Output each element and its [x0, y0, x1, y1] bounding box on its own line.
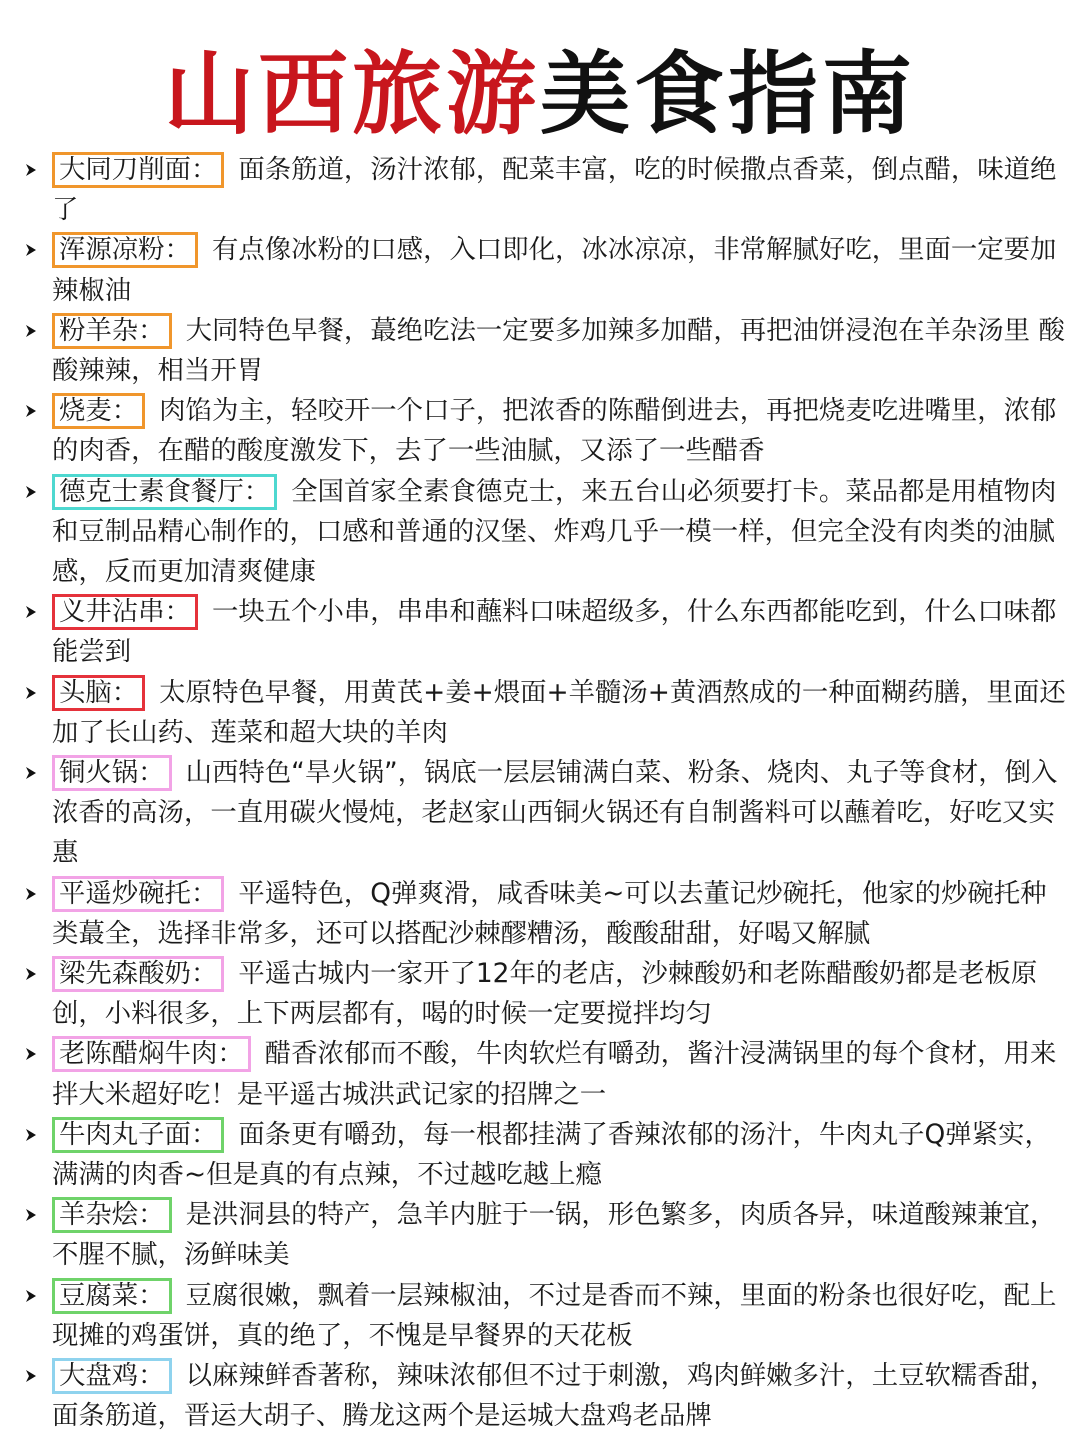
list-item — [20, 592, 1068, 672]
item-text — [52, 1356, 1068, 1436]
item-name-label: 头脑： — [52, 675, 145, 711]
item-description: 是洪洞县的特产，急羊内脏于一锅，形色繁多，肉质各异，味道酸辣兼宜，不腥不腻，汤鲜味美 — [52, 1199, 1057, 1271]
item-description: 大同特色早餐，蕞绝吃法一定要多加辣多加醋，再把油饼浸泡在羊杂汤里 酸酸辣辣，相当开胃 — [52, 314, 1065, 387]
bullet-arrow-icon — [22, 1044, 40, 1064]
item-text — [52, 472, 1068, 593]
bullet-arrow-icon — [22, 401, 40, 421]
bullet-arrow-icon — [22, 240, 40, 260]
item-text — [52, 391, 1068, 471]
item-text — [52, 592, 1068, 672]
list-item — [20, 874, 1068, 954]
list-item — [20, 311, 1068, 391]
item-name-label: 牛肉丸子面： — [52, 1117, 224, 1153]
item-name-label: 烧麦： — [52, 393, 145, 429]
list-item — [20, 1115, 1068, 1195]
item-description: 以麻辣鲜香著称，辣味浓郁但不过于刺激，鸡肉鲜嫩多汁，土豆软糯香甜，面条筋道，晋运大胡子、腾龙这两个是运城大盘鸡老品牌 — [52, 1360, 1057, 1432]
item-name-label: 老陈醋焖牛肉： — [52, 1036, 251, 1072]
item-name-label: 铜火锅： — [52, 755, 172, 791]
item-description: 一块五个小串，串串和蘸料口味超级多，什么东西都能吃到，什么口味都能尝到 — [52, 596, 1057, 668]
item-text — [52, 1195, 1068, 1275]
item-description: 面条更有嚼劲，每一根都挂满了香辣浓郁的汤汁，牛肉丸子Q弹紧实，满满的肉香~但是真的有点辣，不过越吃越上瘾 — [52, 1118, 1051, 1191]
item-text — [52, 311, 1068, 391]
item-description: 面条筋道，汤汁浓郁，配菜丰富，吃的时候撒点香菜，倒点醋，味道绝了 — [52, 154, 1057, 226]
item-name-label: 浑源凉粉： — [52, 232, 198, 268]
item-name-label: 粉羊杂： — [52, 313, 172, 349]
bullet-arrow-icon — [22, 763, 40, 783]
item-description: 醋香浓郁而不酸，牛肉软烂有嚼劲，酱汁浸满锅里的每个食材，用来拌大米超好吃！是平遥古城洪武记家的招牌之一 — [52, 1038, 1057, 1110]
item-description: 山西特色“旱火锅”，锅底一层层铺满白菜、粉条、烧肉、丸子等食材，倒入浓香的高汤，一直用碳火慢炖，老赵家山西铜火锅还有自制酱料可以蘸着吃，好吃又实惠 — [52, 757, 1058, 869]
food-list — [20, 150, 1068, 1437]
title-part-red: 山西旅游 — [164, 41, 540, 147]
list-item — [20, 1276, 1068, 1356]
list-item — [20, 150, 1068, 230]
list-item — [20, 1034, 1068, 1114]
item-text — [52, 230, 1068, 310]
bullet-arrow-icon — [22, 683, 40, 703]
item-text — [52, 1034, 1068, 1114]
bullet-arrow-icon — [22, 602, 40, 622]
bullet-arrow-icon — [22, 321, 40, 341]
list-item — [20, 1195, 1068, 1275]
list-item — [20, 391, 1068, 471]
item-description: 全国首家全素食德克士，来五台山必须要打卡。菜品都是用植物肉和豆制品精心制作的，口感和普通的汉堡、炸鸡几乎一模一样，但完全没有肉类的油腻感，反而更加清爽健康 — [52, 475, 1057, 588]
item-text — [52, 150, 1068, 230]
list-item — [20, 753, 1068, 874]
item-description: 太原特色早餐，用黄芪+姜+煨面+羊髓汤+黄酒熬成的一种面糊药膳，里面还加了长山药、莲菜和超大块的羊肉 — [52, 676, 1066, 748]
item-text — [52, 874, 1068, 954]
item-description: 有点像冰粉的口感，入口即化，冰冰凉凉，非常解腻好吃，里面一定要加辣椒油 — [52, 234, 1057, 306]
bullet-arrow-icon — [22, 482, 40, 502]
item-name-label: 义井沾串： — [52, 594, 198, 630]
item-description: 肉馅为主，轻咬开一个口子，把浓香的陈醋倒进去，再把烧麦吃进嘴里，浓郁的肉香，在醋的酸度激发下，去了一些油腻，又添了一些醋香 — [52, 395, 1057, 467]
list-item — [20, 1356, 1068, 1436]
item-name-label: 梁先森酸奶： — [52, 956, 224, 992]
list-item — [20, 673, 1068, 753]
bullet-arrow-icon — [22, 884, 40, 904]
list-item — [20, 954, 1068, 1034]
bullet-arrow-icon — [22, 1286, 40, 1306]
item-text — [52, 673, 1068, 753]
item-name-label: 平遥炒碗托： — [52, 876, 224, 912]
item-text — [52, 1276, 1068, 1356]
item-description: 豆腐很嫩，飘着一层辣椒油，不过是香而不辣，里面的粉条也很好吃，配上现摊的鸡蛋饼，真的绝了，不愧是早餐界的天花板 — [52, 1279, 1057, 1351]
item-description: 平遥特色，Q弹爽滑，咸香味美~可以去董记炒碗托，他家的炒碗托种类蕞全，选择非常多，还可以搭配沙棘醪糟汤，酸酸甜甜，好喝又解腻 — [52, 877, 1047, 949]
list-item — [20, 472, 1068, 593]
item-text — [52, 753, 1068, 874]
bullet-arrow-icon — [22, 1366, 40, 1386]
item-description: 平遥古城内一家开了12年的老店，沙棘酸奶和老陈醋酸奶都是老板原创，小料很多，上下两层都有，喝的时候一定要搅拌均匀 — [52, 958, 1038, 1030]
item-name-label: 大盘鸡： — [52, 1358, 172, 1394]
bullet-arrow-icon — [22, 1205, 40, 1225]
item-text — [52, 1115, 1068, 1195]
title-part-black: 美食指南 — [540, 41, 916, 147]
item-name-label: 羊杂烩： — [52, 1197, 172, 1233]
item-name-label: 大同刀削面： — [52, 152, 224, 188]
list-item — [20, 230, 1068, 310]
bullet-arrow-icon — [22, 1125, 40, 1145]
item-name-label: 德克士素食餐厅： — [52, 474, 277, 510]
item-name-label: 豆腐菜： — [52, 1278, 172, 1314]
item-text — [52, 954, 1068, 1034]
page-title — [0, 40, 1080, 148]
bullet-arrow-icon — [22, 160, 40, 180]
bullet-arrow-icon — [22, 964, 40, 984]
